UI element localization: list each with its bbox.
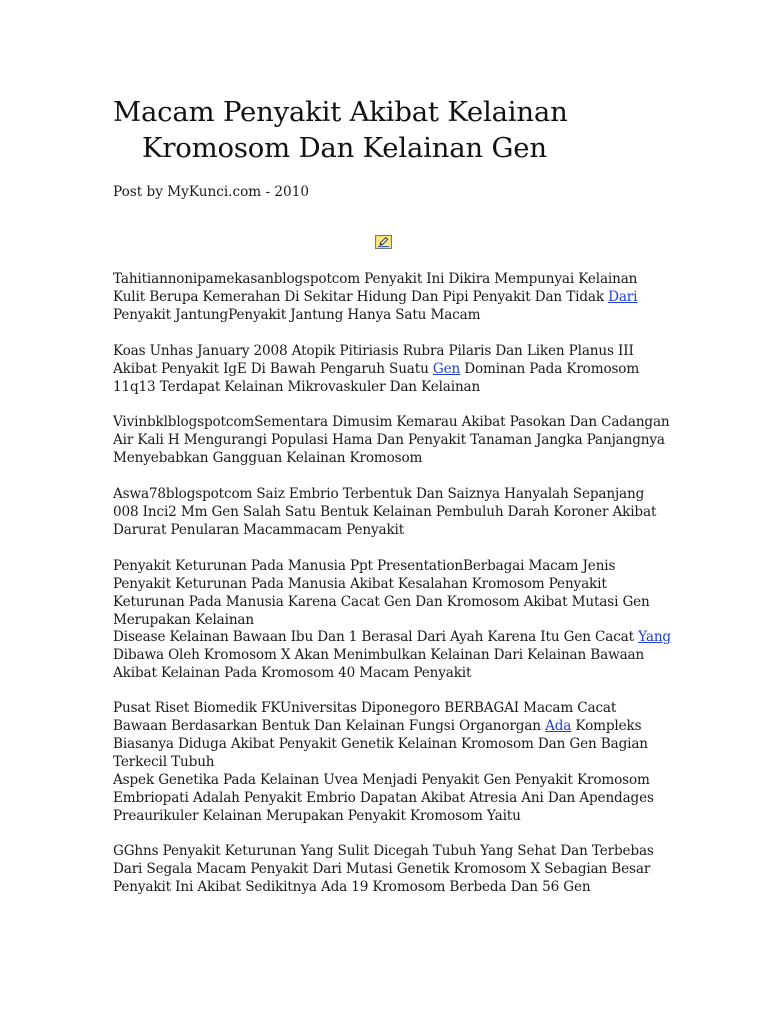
title-line-2: Kromosom Dan Kelainan Gen xyxy=(142,132,547,164)
inline-link[interactable]: Dari xyxy=(608,289,638,305)
paragraph-6 xyxy=(113,628,673,682)
paragraph-text: Disease Kelainan Bawaan Ibu Dan 1 Berasal Dari Ayah Karena Itu Gen Cacat xyxy=(113,629,639,645)
paragraph-9: GGhns Penyakit Keturunan Yang Sulit Dicegah Tubuh Yang Sehat Dan Terbebas Dari Segala Macam Penyakit Dari Mutasi Genetik Kromosom X Sebagian Besar Penyakit Ini Akibat Sedikitnya Ada 19 Kromosom Berbeda Dan 56 Gen xyxy=(113,843,654,895)
paragraph-text: Koas Unhas January 2008 Atopik Pitiriasis Rubra Pilaris Dan Liken Planus III Akibat Penyakit IgE Di Bawah Pengaruh Suatu xyxy=(113,343,634,377)
paragraph-4: Aswa78blogspotcom Saiz Embrio Terbentuk Dan Saiznya Hanyalah Sepanjang 008 Inci2 Mm Gen Salah Satu Bentuk Kelainan Pembuluh Darah Koroner Akibat Darurat Penularan Macammacam Penyakit xyxy=(113,486,657,538)
paragraph-text: Dominan Pada Kromosom 11q13 Terdapat Kelainan Mikrovaskuler Dan Kelainan xyxy=(113,361,640,395)
title-line-1: Macam Penyakit Akibat Kelainan xyxy=(113,96,568,128)
edit-pencil-icon[interactable] xyxy=(375,234,392,248)
paragraph-text: Penyakit JantungPenyakit Jantung Hanya Satu Macam xyxy=(113,307,481,323)
paragraph-8: Aspek Genetika Pada Kelainan Uvea Menjadi Penyakit Gen Penyakit Kromosom Embriopati Adalah Penyakit Embrio Dapatan Akibat Atresia Ani Dan Apendages Preaurikuler Kelainan Merupakan Penyakit Kromosom Yaitu xyxy=(113,772,654,824)
paragraph-text: Tahitiannonipamekasanblogspotcom Penyakit Ini Dikira Mempunyai Kelainan Kulit Berupa Kemerahan Di Sekitar Hidung Dan Pipi Penyakit Dan Tidak xyxy=(113,271,638,305)
post-byline: Post by MyKunci.com - 2010 xyxy=(113,184,310,200)
inline-link[interactable]: Yang xyxy=(638,629,671,645)
inline-link[interactable]: Gen xyxy=(432,361,461,377)
paragraph-text: Kompleks Biasanya Diduga Akibat Penyakit Genetik Kelainan Kromosom Dan Gen Bagian Terkecil Tubuh xyxy=(113,718,648,770)
paragraph-1 xyxy=(113,270,673,324)
paragraph-2 xyxy=(113,342,673,396)
paragraph-text: Pusat Riset Biomedik FKUniversitas Diponegoro BERBAGAI Macam Cacat Bawaan Berdasarkan Bentuk Dan Kelainan Fungsi Organorgan xyxy=(113,700,617,734)
inline-link[interactable]: Ada xyxy=(545,718,572,734)
paragraph-text: Dibawa Oleh Kromosom X Akan Menimbulkan Kelainan Dari Kelainan Bawaan Akibat Kelainan Pada Kromosom 40 Macam Penyakit xyxy=(113,647,645,681)
paragraph-3: VivinbklblogspotcomSementara Dimusim Kemarau Akibat Pasokan Dan Cadangan Air Kali H Mengurangi Populasi Hama Dan Penyakit Tanaman Jangka Panjangnya Menyebabkan Gangguan Kelainan Kromosom xyxy=(113,414,670,466)
paragraph-5: Penyakit Keturunan Pada Manusia Ppt PresentationBerbagai Macam Jenis Penyakit Keturunan Pada Manusia Akibat Kesalahan Kromosom Penyakit Keturunan Pada Manusia Karena Cacat Gen Dan Kromosom Akibat Mutasi Gen Merupakan Kelainan xyxy=(113,558,650,628)
page-title xyxy=(113,94,673,166)
paragraph-7 xyxy=(113,699,673,771)
